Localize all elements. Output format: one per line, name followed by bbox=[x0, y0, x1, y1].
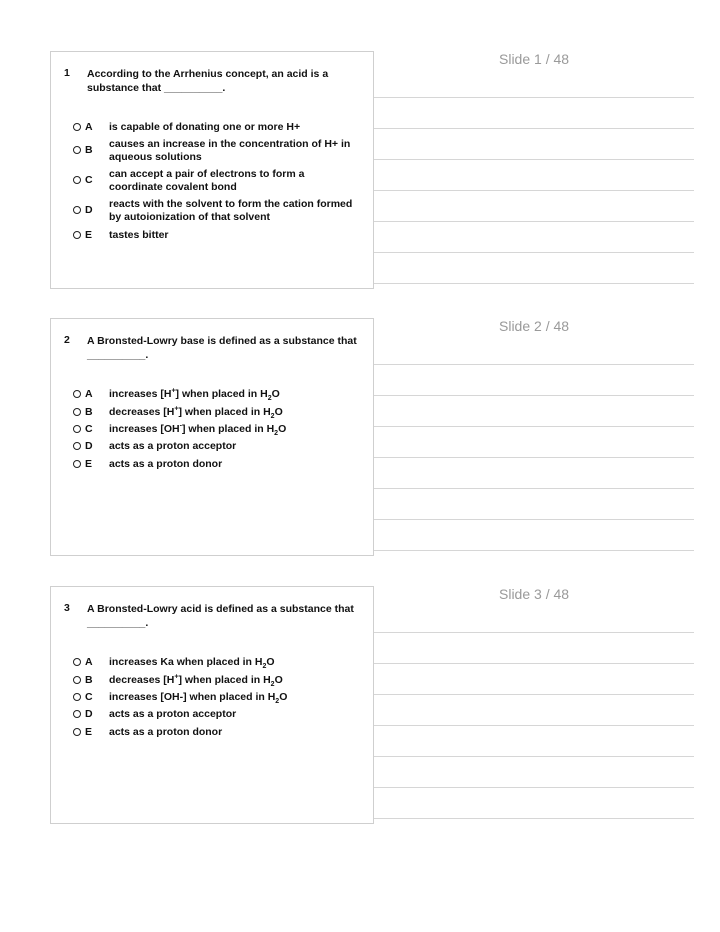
option-letter: A bbox=[85, 656, 93, 668]
notes-line bbox=[374, 550, 694, 551]
option-text: acts as a proton donor bbox=[109, 458, 223, 470]
radio-icon[interactable] bbox=[73, 710, 81, 718]
option-text: is capable of donating one or more H+ bbox=[109, 121, 301, 133]
radio-icon[interactable] bbox=[73, 460, 81, 468]
radio-icon[interactable] bbox=[73, 231, 81, 239]
slide-content bbox=[50, 318, 374, 556]
question-number: 3 bbox=[64, 602, 70, 614]
option-letter: B bbox=[85, 144, 93, 156]
option-text: acts as a proton acceptor bbox=[109, 440, 237, 452]
option-letter: C bbox=[85, 174, 93, 186]
radio-icon[interactable] bbox=[73, 123, 81, 131]
option-text: increases [OH-] when placed in $H_2O$ bbox=[109, 422, 287, 438]
option-text: decreases [H+] when placed in $H_2O$ bbox=[109, 405, 283, 421]
radio-icon[interactable] bbox=[73, 206, 81, 214]
notes-line bbox=[374, 818, 694, 819]
radio-icon[interactable] bbox=[73, 146, 81, 154]
option-text: increases Ka when placed in $H_2O$ bbox=[109, 656, 275, 671]
slide-number: Slide 1 / 48 bbox=[499, 51, 570, 67]
slide-number: Slide 2 / 48 bbox=[499, 318, 570, 334]
notes-line bbox=[374, 519, 694, 520]
radio-icon[interactable] bbox=[73, 693, 81, 701]
option-text: causes an increase in the concentration of H+ in aqueous solutions bbox=[109, 138, 351, 163]
radio-icon[interactable] bbox=[73, 408, 81, 416]
slide-content bbox=[50, 586, 374, 824]
question-number: 2 bbox=[64, 334, 70, 346]
notes-line bbox=[374, 663, 694, 664]
option-letter: E bbox=[85, 458, 93, 470]
notes-line bbox=[374, 190, 694, 191]
notes-line bbox=[374, 128, 694, 129]
radio-icon[interactable] bbox=[73, 425, 81, 433]
option-text: acts as a proton acceptor bbox=[109, 708, 237, 720]
radio-icon[interactable] bbox=[73, 658, 81, 666]
option-text: tastes bitter bbox=[109, 229, 169, 241]
slide-1 bbox=[50, 51, 695, 291]
slide-number: Slide 3 / 48 bbox=[499, 586, 570, 602]
radio-icon[interactable] bbox=[73, 676, 81, 684]
notes-line bbox=[374, 725, 694, 726]
option-text: acts as a proton donor bbox=[109, 726, 223, 738]
notes-line bbox=[374, 426, 694, 427]
option-letter: A bbox=[85, 388, 93, 400]
notes-line bbox=[374, 97, 694, 98]
option-letter: D bbox=[85, 204, 93, 216]
option-letter: C bbox=[85, 423, 93, 435]
option-letter: E bbox=[85, 229, 93, 241]
option-text: increases [H+] when placed in $H_2O$ bbox=[109, 387, 280, 403]
notes-line bbox=[374, 457, 694, 458]
question-text: A Bronsted-Lowry base is defined as a substance that __________. bbox=[87, 335, 357, 361]
option-text: increases [OH-] when placed in $H_2O$ bbox=[109, 691, 288, 706]
notes-line bbox=[374, 159, 694, 160]
radio-icon[interactable] bbox=[73, 390, 81, 398]
notes-line bbox=[374, 395, 694, 396]
slide-3 bbox=[50, 586, 695, 826]
notes-line bbox=[374, 756, 694, 757]
option-letter: B bbox=[85, 406, 93, 418]
option-text: decreases [H+] when placed in $H_2O$ bbox=[109, 673, 283, 689]
slide-2 bbox=[50, 318, 695, 558]
radio-icon[interactable] bbox=[73, 728, 81, 736]
option-letter: D bbox=[85, 440, 93, 452]
option-text: reacts with the solvent to form the cation formed by autoionization of that solvent bbox=[109, 198, 353, 223]
notes-line bbox=[374, 632, 694, 633]
question-text: According to the Arrhenius concept, an acid is a substance that __________. bbox=[87, 68, 329, 94]
notes-line bbox=[374, 283, 694, 284]
notes-line bbox=[374, 787, 694, 788]
notes-line bbox=[374, 252, 694, 253]
notes-line bbox=[374, 221, 694, 222]
radio-icon[interactable] bbox=[73, 442, 81, 450]
notes-line bbox=[374, 364, 694, 365]
question-text: A Bronsted-Lowry acid is defined as a substance that __________. bbox=[87, 603, 354, 629]
option-letter: D bbox=[85, 708, 93, 720]
option-letter: E bbox=[85, 726, 93, 738]
question-number: 1 bbox=[64, 67, 70, 79]
notes-line bbox=[374, 488, 694, 489]
option-letter: B bbox=[85, 674, 93, 686]
option-letter: C bbox=[85, 691, 93, 703]
option-text: can accept a pair of electrons to form a coordinate covalent bond bbox=[109, 168, 305, 193]
slide-content bbox=[50, 51, 374, 289]
notes-line bbox=[374, 694, 694, 695]
radio-icon[interactable] bbox=[73, 176, 81, 184]
option-letter: A bbox=[85, 121, 93, 133]
